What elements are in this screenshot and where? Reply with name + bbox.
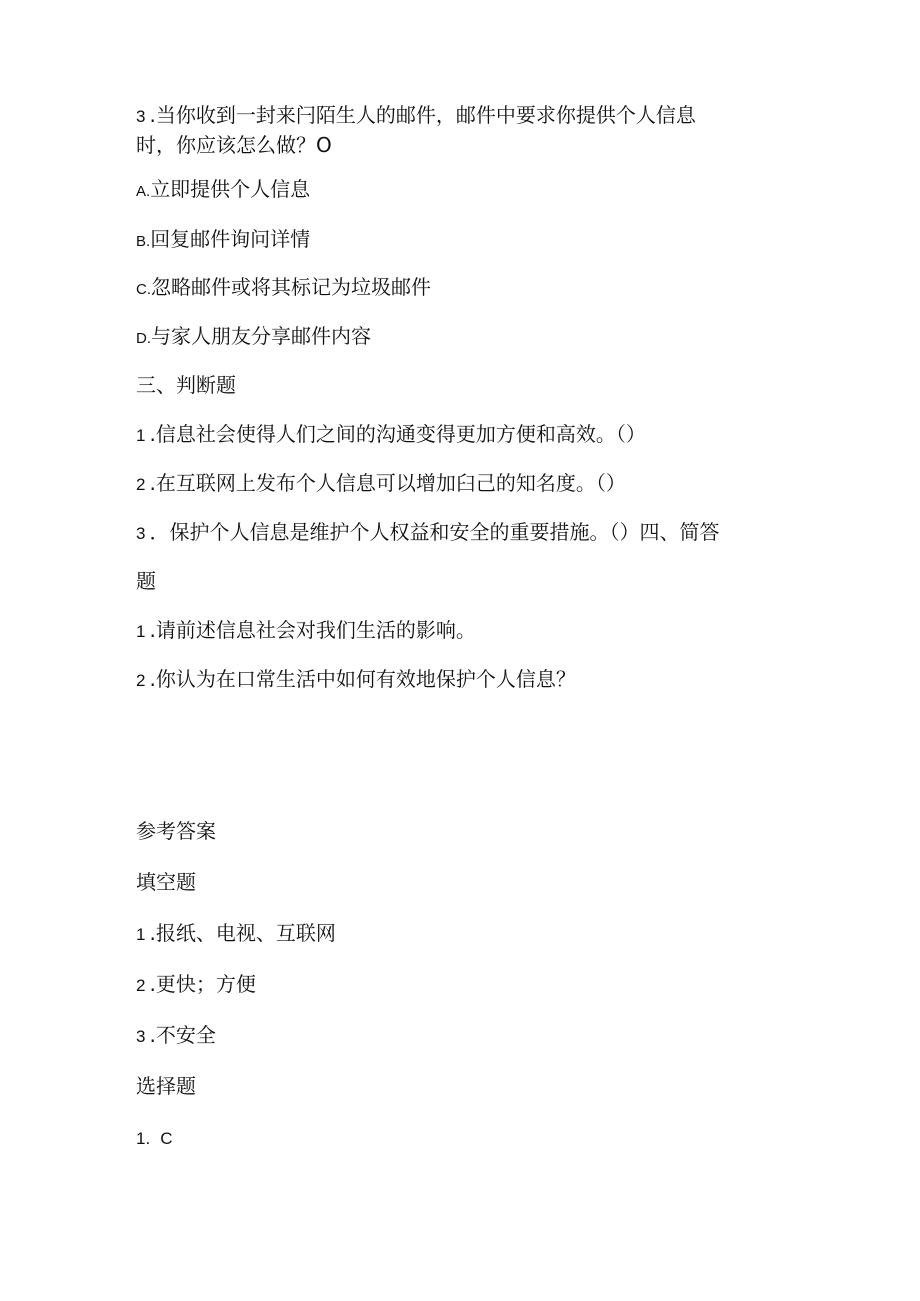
option-text: 立即提供个人信息 (150, 177, 311, 201)
item-number: 1. (136, 1129, 151, 1148)
option-letter: D. (136, 330, 151, 347)
item-number: 3 (136, 1027, 146, 1046)
option-letter: B. (136, 233, 151, 250)
option-text: 忽略邮件或将其标记为垃圾邮件 (151, 275, 431, 299)
option-d (136, 323, 371, 352)
item-text: .报纸、电视、互联网 (149, 921, 336, 945)
fill-answer-1 (136, 920, 336, 948)
answers-title: 参考答案 (136, 819, 216, 843)
item-text: C (160, 1129, 173, 1148)
short-answer-item-1 (136, 617, 476, 645)
judgment-item-1 (136, 421, 646, 449)
question-number: 3 (136, 107, 146, 126)
item-number: 1 (136, 426, 146, 445)
choice-heading: 选择题 (136, 1074, 196, 1098)
item-number: 2 (136, 475, 146, 494)
judgment-item-2 (136, 470, 626, 498)
item-text: ．保护个人信息是维护个人权益和安全的重要措施。（）四、简答 (149, 520, 720, 544)
question-text: .当你收到一封来闩陌生人的邮件，邮件中要求你提供个人信息 (149, 103, 696, 127)
item-text: .你认为在口常生活中如何有效地保护个人信息？ (149, 667, 576, 691)
judgment-item-3 (136, 519, 719, 547)
choice-answer-1 (136, 1124, 172, 1152)
fill-answer-3 (136, 1022, 216, 1050)
item-text: .请前述信息社会对我们生活的影响。 (149, 618, 476, 642)
item-text: .更快；方便 (149, 972, 256, 996)
judgment-heading: 三、判断题 (136, 373, 236, 397)
short-answer-item-2 (136, 666, 576, 694)
item-number: 2 (136, 671, 146, 690)
item-number: 1 (136, 925, 146, 944)
option-text: 回复邮件询问详情 (150, 227, 311, 251)
judgment-item-3-wrap: 题 (136, 569, 156, 593)
option-text: 与家人朋友分享邮件内容 (151, 324, 371, 348)
fill-answer-2 (136, 971, 256, 999)
fill-heading: 填空题 (136, 870, 196, 894)
question-3-line-2 (136, 132, 332, 158)
item-text: .不安全 (149, 1023, 216, 1047)
question-3-line-1 (136, 102, 696, 130)
option-c (136, 274, 431, 303)
item-text: .在互联网上发布个人信息可以增加臼己的知名度。（） (149, 471, 626, 495)
option-a (136, 176, 310, 205)
option-b (136, 226, 310, 255)
item-number: 2 (136, 976, 146, 995)
option-letter: A. (136, 183, 151, 200)
item-number: 1 (136, 622, 146, 641)
question-text-continued: 时，你应该怎么做？O (136, 133, 332, 157)
item-number: 3 (136, 524, 146, 543)
option-letter: C. (136, 281, 151, 298)
item-text: .信息社会使得人们之间的沟通变得更加方便和高效。（） (149, 422, 646, 446)
